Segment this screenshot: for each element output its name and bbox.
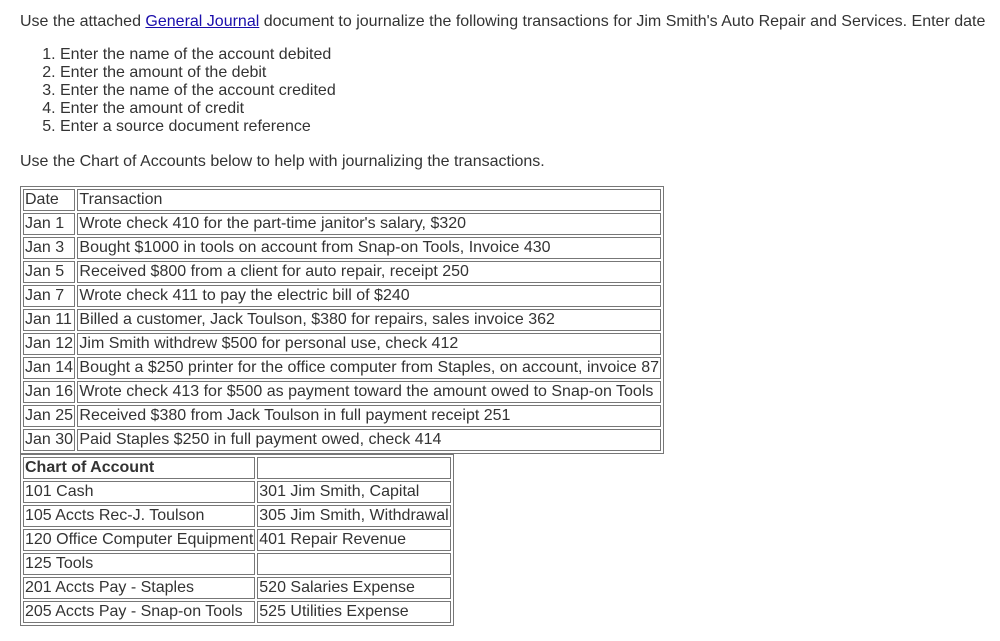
date-cell: Jan 16 <box>23 381 75 403</box>
account-cell: 401 Repair Revenue <box>257 529 451 551</box>
table-row <box>23 261 661 283</box>
table-row <box>23 481 451 503</box>
table-row <box>23 357 661 379</box>
transaction-cell: Bought $1000 in tools on account from Snap-on Tools, Invoice 430 <box>77 237 661 259</box>
chart-of-accounts-table <box>20 454 454 626</box>
date-cell: Jan 1 <box>23 213 75 235</box>
empty-cell <box>257 457 451 479</box>
table-row <box>23 405 661 427</box>
chart-of-accounts-title: Chart of Account <box>23 457 255 479</box>
date-cell: Jan 11 <box>23 309 75 331</box>
account-cell: 301 Jim Smith, Capital <box>257 481 451 503</box>
chart-instruction: Use the Chart of Accounts below to help with journalizing the transactions. <box>20 153 545 170</box>
date-header: Date <box>23 189 75 211</box>
table-row <box>23 577 451 599</box>
step-item: 1. Enter the name of the account debited <box>60 46 336 64</box>
intro-paragraph <box>20 12 1000 32</box>
instruction-steps <box>20 46 336 136</box>
transaction-cell: Wrote check 410 for the part-time janitor's salary, $320 <box>77 213 661 235</box>
table-row <box>23 429 661 451</box>
table-row <box>23 553 451 575</box>
table-row <box>23 237 661 259</box>
transactions-table <box>20 186 664 454</box>
account-cell: 201 Accts Pay - Staples <box>23 577 255 599</box>
transaction-cell: Received $800 from a client for auto repair, receipt 250 <box>77 261 661 283</box>
intro-text-after: document to journalize the following transactions for Jim Smith's Auto Repair and Services. Enter date <box>259 13 986 30</box>
table-row <box>23 309 661 331</box>
step-item: 3. Enter the name of the account credited <box>60 82 336 100</box>
step-item: 4. Enter the amount of credit <box>60 100 336 118</box>
account-cell: 120 Office Computer Equipment <box>23 529 255 551</box>
account-cell: 305 Jim Smith, Withdrawal <box>257 505 451 527</box>
transaction-cell: Bought a $250 printer for the office computer from Staples, on account, invoice 87 <box>77 357 661 379</box>
table-header-row <box>23 189 661 211</box>
date-cell: Jan 5 <box>23 261 75 283</box>
transaction-cell: Received $380 from Jack Toulson in full payment receipt 251 <box>77 405 661 427</box>
account-cell: 125 Tools <box>23 553 255 575</box>
table-row <box>23 381 661 403</box>
account-cell: 520 Salaries Expense <box>257 577 451 599</box>
transaction-cell: Paid Staples $250 in full payment owed, check 414 <box>77 429 661 451</box>
table-row <box>23 601 451 623</box>
transaction-cell: Wrote check 413 for $500 as payment toward the amount owed to Snap-on Tools <box>77 381 661 403</box>
table-row <box>23 333 661 355</box>
account-cell: 105 Accts Rec-J. Toulson <box>23 505 255 527</box>
date-cell: Jan 30 <box>23 429 75 451</box>
transaction-cell: Jim Smith withdrew $500 for personal use, check 412 <box>77 333 661 355</box>
table-header-row <box>23 457 451 479</box>
general-journal-link[interactable]: General Journal <box>145 13 260 30</box>
table-row <box>23 505 451 527</box>
transaction-cell: Wrote check 411 to pay the electric bill of $240 <box>77 285 661 307</box>
transaction-cell: Billed a customer, Jack Toulson, $380 for repairs, sales invoice 362 <box>77 309 661 331</box>
date-cell: Jan 25 <box>23 405 75 427</box>
step-item: 5. Enter a source document reference <box>60 118 336 136</box>
date-cell: Jan 12 <box>23 333 75 355</box>
table-row <box>23 213 661 235</box>
account-cell <box>257 553 451 575</box>
date-cell: Jan 14 <box>23 357 75 379</box>
step-item: 2. Enter the amount of the debit <box>60 64 336 82</box>
intro-text-before: Use the attached <box>20 13 146 30</box>
date-cell: Jan 3 <box>23 237 75 259</box>
table-row <box>23 529 451 551</box>
account-cell: 205 Accts Pay - Snap-on Tools <box>23 601 255 623</box>
account-cell: 101 Cash <box>23 481 255 503</box>
account-cell: 525 Utilities Expense <box>257 601 451 623</box>
transaction-header: Transaction <box>77 189 661 211</box>
date-cell: Jan 7 <box>23 285 75 307</box>
table-row <box>23 285 661 307</box>
